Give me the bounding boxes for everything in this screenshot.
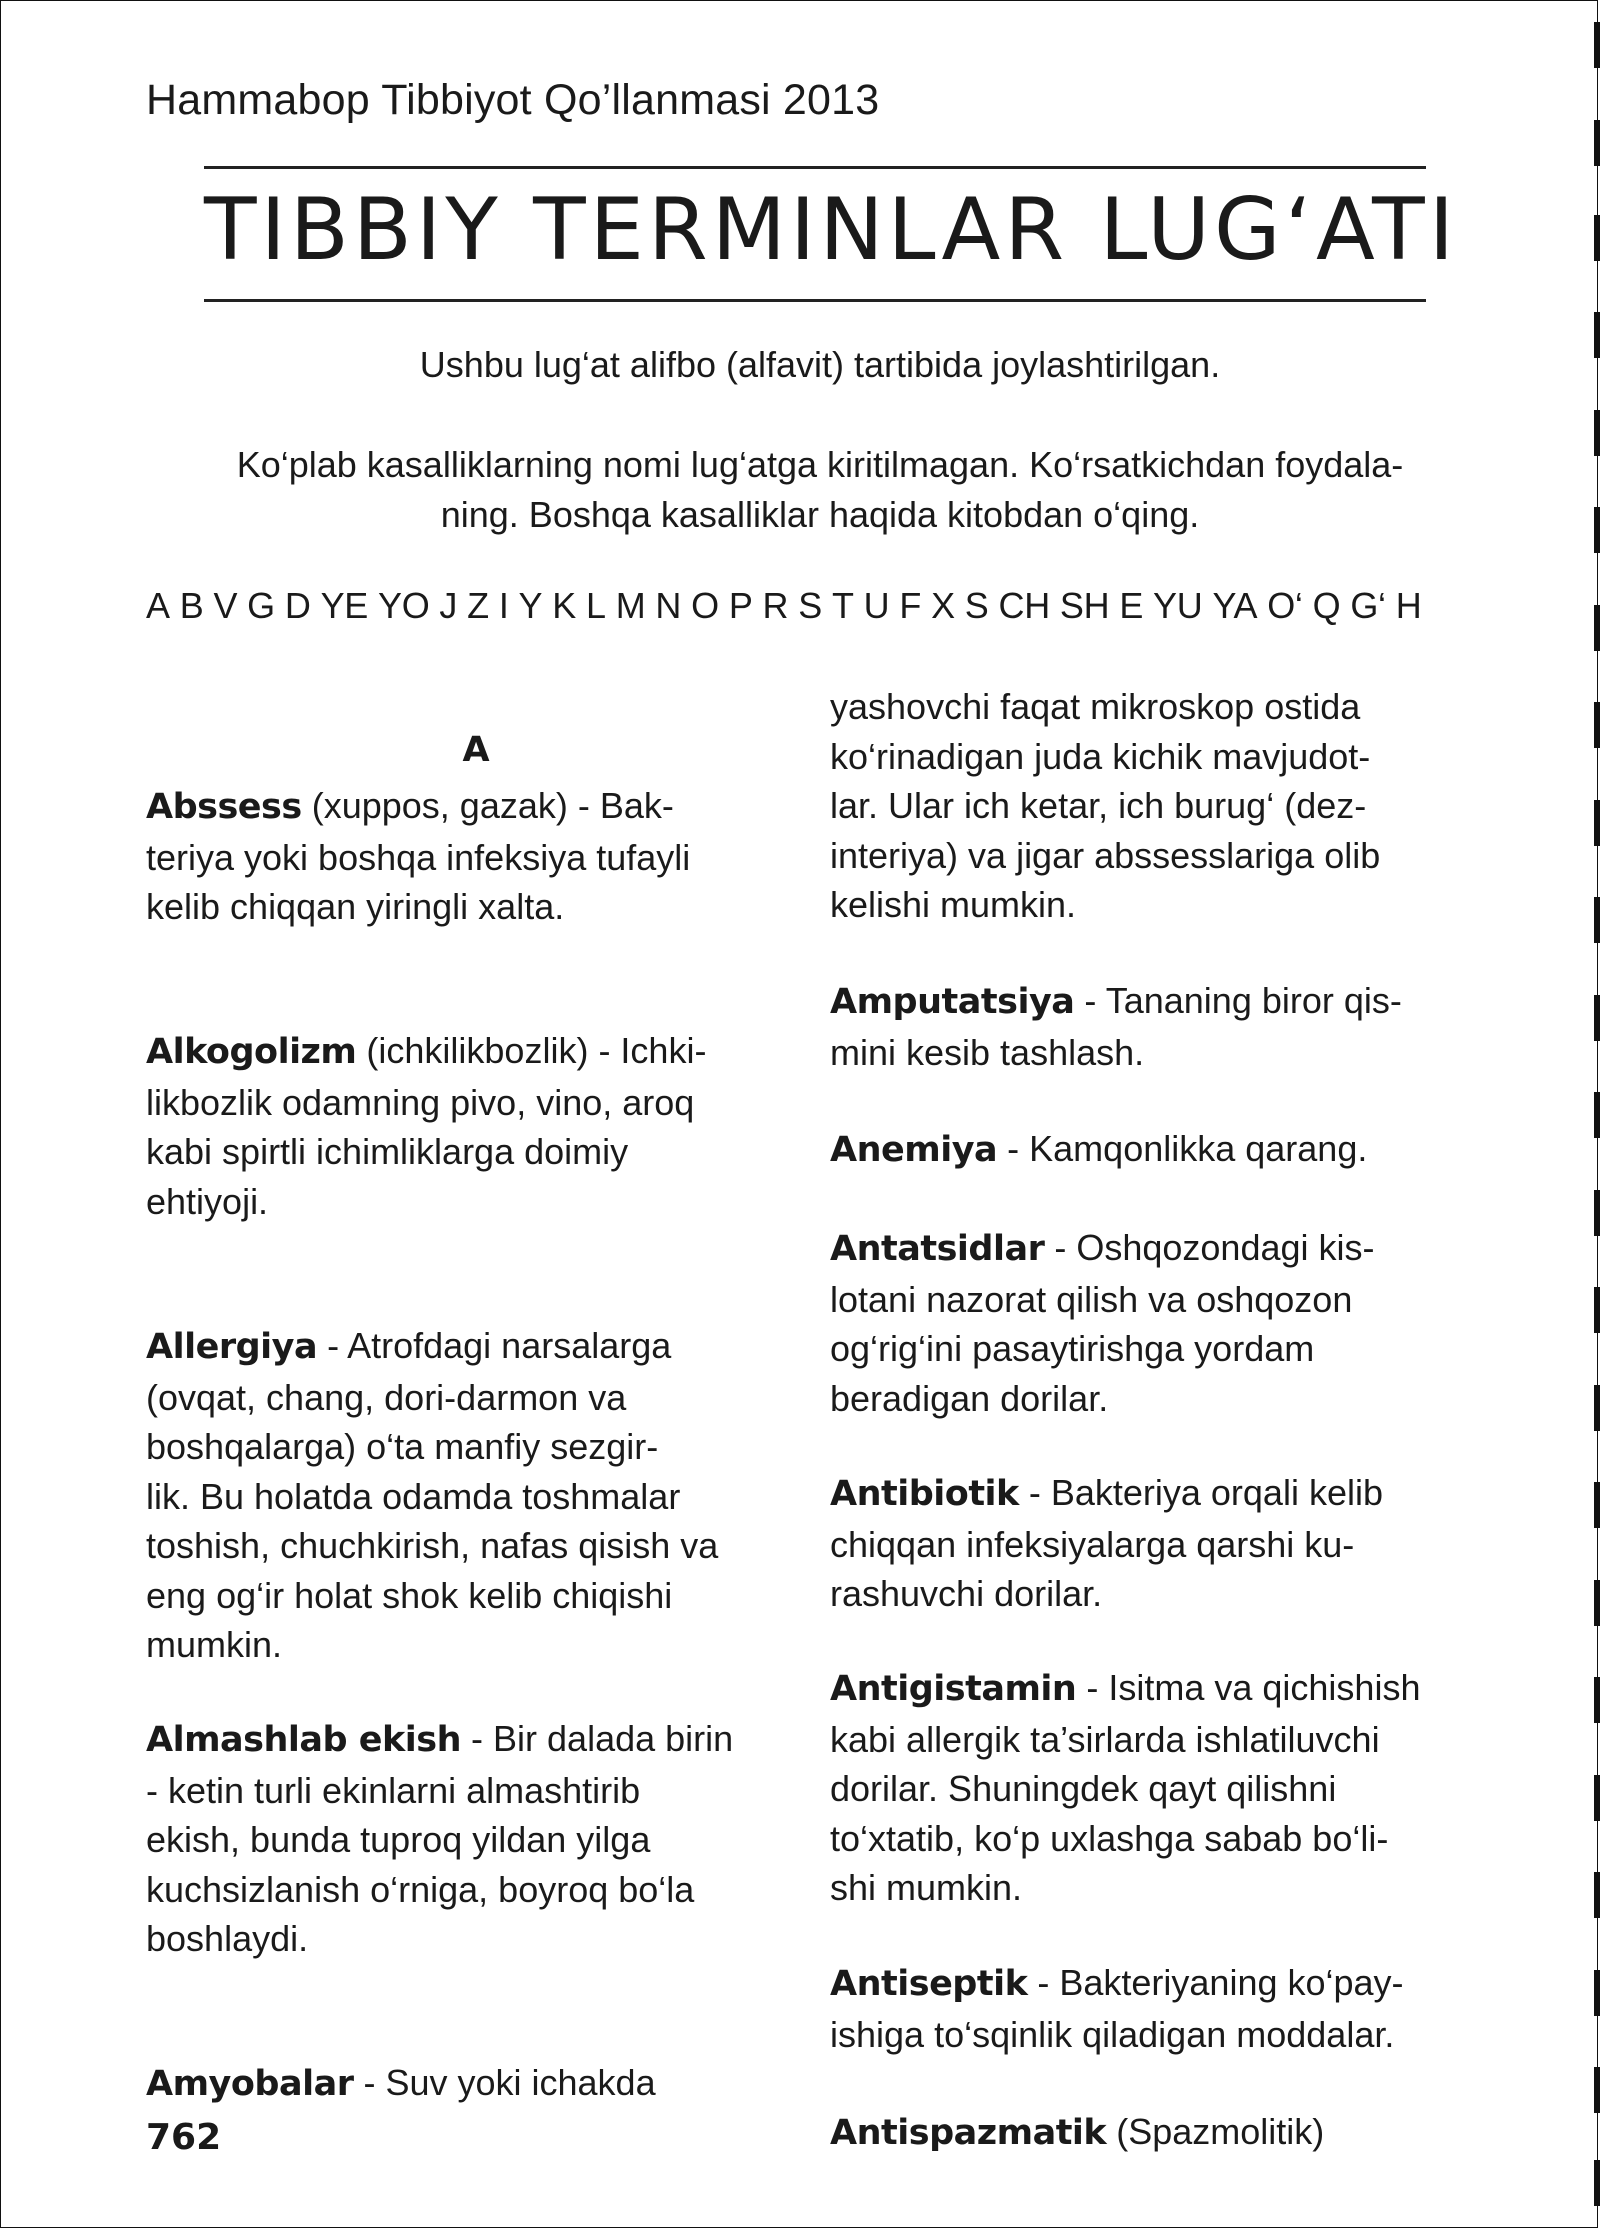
entry-term: Antibiotik (830, 1474, 1019, 1514)
thumb-tab (1594, 1385, 1600, 1431)
entry-definition-line: ishiga to‘sqinlik qiladigan moddalar. (830, 2013, 1395, 2055)
alphabet-letter: Z (467, 585, 489, 626)
thumb-tab (1594, 22, 1600, 68)
entry-definition-line: mini kesib tashlash. (830, 1031, 1145, 1073)
running-header: Hammabop Tibbiyot Qo’llanmasi 2013 (146, 76, 880, 124)
alphabet-letter: J (439, 585, 458, 626)
thumb-tab (1594, 702, 1600, 748)
entry-definition-line: toshish, chuchkirish, nafas qisish va (146, 1525, 719, 1566)
alphabet-letter: F (899, 585, 922, 626)
entry-term: Alkogolizm (146, 1032, 357, 1072)
entry-definition-line: chiqqan infeksiyalarga qarshi ku- (830, 1523, 1355, 1565)
dictionary-entry (146, 781, 806, 932)
thumb-tab (1594, 605, 1600, 651)
entry-definition-line: lik. Bu holatda odamda toshmalar (146, 1475, 681, 1517)
entry-definition-line: kelishi mumkin. (830, 884, 1077, 925)
entry-definition-line: dorilar. Shuningdek qayt qilishni (830, 1768, 1337, 1809)
thumb-tab (1594, 995, 1600, 1041)
entry-term: Antispazmatik (830, 2113, 1107, 2153)
entry-definition-line: boshlaydi. (146, 1918, 309, 1959)
section-letter: A (462, 730, 490, 770)
entry-definition-line: lar. Ular ich ketar, ich burug‘ (dez- (830, 785, 1367, 826)
entry-definition-line: teriya yoki boshqa infeksiya tufayli (146, 836, 691, 878)
entry-definition-line: ekish, bunda tuproq yildan yilga (146, 1819, 651, 1860)
entry-definition-line: (ichkilikbozlik) - Ichki- (356, 1030, 707, 1071)
thumb-tab (1594, 1872, 1600, 1918)
thumb-tab (1594, 1092, 1600, 1138)
dictionary-entry (830, 1223, 1490, 1423)
thumb-tab (1594, 1482, 1600, 1528)
alphabet-letter: S (798, 585, 822, 626)
thumb-tab (1594, 312, 1600, 358)
dictionary-entry (830, 1124, 1490, 1176)
title-rule-top (204, 166, 1426, 169)
entry-definition-line: - ketin turli ekinlarni almashtirib (146, 1769, 641, 1811)
dictionary-entry (830, 682, 1490, 930)
dictionary-entry (830, 2107, 1490, 2159)
alphabet-letter: K (552, 585, 576, 626)
entry-definition-line: - Bakteriya orqali kelib (1018, 1472, 1383, 1513)
alphabet-letter: G‘ (1350, 585, 1386, 626)
entry-definition-line: og‘rig‘ini pasaytirishga yordam (830, 1328, 1315, 1369)
thumb-tab (1594, 215, 1600, 261)
thumb-tab (1594, 507, 1600, 553)
alphabet-letter: B (179, 585, 204, 626)
entry-term: Antatsidlar (830, 1229, 1045, 1269)
entry-term: Abssess (146, 787, 302, 827)
entry-definition-line: beradigan dorilar. (830, 1377, 1109, 1419)
alphabet-letter: D (284, 585, 311, 626)
thumb-tab (1594, 1775, 1600, 1821)
page-number: 762 (146, 2117, 222, 2158)
alphabet-letter: E (1119, 585, 1144, 626)
entry-definition-line: shi mumkin. (830, 1867, 1023, 1908)
thumb-tab (1594, 120, 1600, 166)
entry-definition-line: lotani nazorat qilish va oshqozon (830, 1278, 1353, 1320)
dictionary-entry (146, 1714, 806, 1964)
entry-definition-line: - Bir dalada birin (461, 1718, 734, 1759)
alphabet-letter: Q (1312, 585, 1341, 626)
entry-definition-line: - Tananing biror qis- (1074, 980, 1402, 1021)
entry-definition-line: - Atrofdagi narsalarga (317, 1325, 672, 1366)
dictionary-entry (146, 1026, 806, 1226)
entry-definition-line: - Kamqonlikka qarang. (997, 1128, 1368, 1169)
thumb-tab (1594, 800, 1600, 846)
alphabet-letter: G (247, 585, 275, 626)
entry-definition-line: (ovqat, chang, dori-darmon va (146, 1376, 627, 1418)
alphabet-letter: X (931, 585, 955, 626)
entry-term: Allergiya (146, 1327, 318, 1367)
thumb-tab (1594, 2160, 1600, 2206)
entry-definition-line: likbozlik odamning pivo, vino, aroq (146, 1081, 695, 1123)
entry-definition-line: yashovchi faqat mikroskop ostida (830, 686, 1361, 727)
entry-definition-line: - Oshqozondagi kis- (1044, 1227, 1375, 1268)
entry-definition-line: to‘xtatib, ko‘p uxlashga sabab bo‘li- (830, 1817, 1389, 1859)
thumb-tab (1594, 1970, 1600, 2016)
entry-definition-line: mumkin. (146, 1624, 283, 1665)
alphabet-letter: T (831, 585, 854, 626)
alphabet-letter: N (655, 585, 682, 626)
alphabet-letter: O (691, 585, 719, 626)
dictionary-entry (830, 1958, 1490, 2059)
entry-term: Antigistamin (830, 1669, 1077, 1709)
entry-term: Amyobalar (146, 2064, 354, 2104)
thumb-tab (1594, 897, 1600, 943)
entry-definition-line: (xuppos, gazak) - Bak- (301, 785, 674, 826)
entry-definition-line: - Isitma va qichishish (1076, 1667, 1421, 1708)
entry-term: Amputatsiya (830, 982, 1075, 1022)
thumb-tab (1594, 1677, 1600, 1723)
title-rule-bottom (204, 299, 1426, 302)
alphabet-letter: YE (320, 585, 368, 626)
dictionary-entry (146, 2058, 806, 2110)
entry-term: Almashlab ekish (146, 1720, 462, 1760)
entry-definition-line: kabi allergik ta’sirlarda ishlatiluvchi (830, 1718, 1380, 1760)
intro-instructions-line: ning. Boshqa kasalliklar haqida kitobdan o‘qing. (440, 494, 1200, 535)
entry-definition-line: ehtiyoji. (146, 1180, 269, 1222)
alphabet-letter: H (1395, 585, 1422, 626)
alphabet-letter: CH (998, 585, 1050, 626)
alphabet-letter: Y (518, 585, 543, 626)
thumb-tab (1594, 410, 1600, 456)
entry-definition-line: kelib chiqqan yiringli xalta. (146, 886, 565, 927)
alphabet-letter: A (146, 585, 170, 626)
entry-definition-line: kabi spirtli ichimliklarga doimiy (146, 1131, 629, 1172)
intro-note: Ushbu lug‘at alifbo (alfavit) tartibida joylashtirilgan. (419, 344, 1221, 385)
dictionary-entry (830, 976, 1490, 1077)
entry-definition-line: kuchsizlanish o‘rniga, boyroq bo‘la (146, 1868, 695, 1910)
entry-definition-line: interiya) va jigar abssesslariga olib (830, 834, 1381, 876)
intro-instructions-line: Ko‘plab kasalliklarning nomi lug‘atga kiritilmagan. Ko‘rsatkichdan foydala- (236, 444, 1404, 485)
alphabet-letter: YA (1212, 585, 1258, 626)
alphabet-index (146, 585, 1431, 627)
thumb-index-tabs (1586, 0, 1600, 2230)
entry-definition-line: eng og‘ir holat shok kelib chiqishi (146, 1574, 673, 1616)
entry-definition-line: boshqalarga) o‘ta manfiy sezgir- (146, 1426, 659, 1467)
alphabet-letter: S (964, 585, 989, 626)
entry-term: Anemiya (830, 1130, 998, 1170)
entry-definition-line: rashuvchi dorilar. (830, 1573, 1103, 1614)
thumb-tab (1594, 1580, 1600, 1626)
alphabet-letter: I (498, 585, 509, 626)
alphabet-letter: V (213, 585, 238, 626)
entry-term: Antiseptik (830, 1964, 1028, 2004)
alphabet-letter: YU (1153, 585, 1203, 626)
alphabet-letter: YO (378, 585, 430, 626)
thumb-tab (1594, 1190, 1600, 1236)
dictionary-entry (830, 1468, 1490, 1619)
alphabet-letter: R (762, 585, 789, 626)
entry-definition-line: - Suv yoki ichakda (353, 2062, 656, 2103)
dictionary-entry (146, 1321, 806, 1670)
page-title: TIBBIY TERMINLAR LUG‘ATI (204, 180, 1459, 280)
thumb-tab (1594, 2067, 1600, 2113)
intro-instructions (140, 440, 1500, 540)
alphabet-letter: M (615, 585, 646, 626)
alphabet-letter: SH (1059, 585, 1110, 626)
entry-definition-line: - Bakteriyaning ko‘pay- (1027, 1962, 1404, 2003)
entry-definition-line: (Spazmolitik) (1106, 2111, 1325, 2152)
alphabet-letter: O‘ (1267, 585, 1303, 626)
alphabet-letter: U (863, 585, 890, 626)
thumb-tab (1594, 1287, 1600, 1333)
alphabet-letter: L (585, 585, 606, 626)
dictionary-entry (830, 1663, 1490, 1913)
entry-definition-line: ko‘rinadigan juda kichik mavjudot- (830, 735, 1371, 777)
alphabet-letter: P (728, 585, 753, 626)
